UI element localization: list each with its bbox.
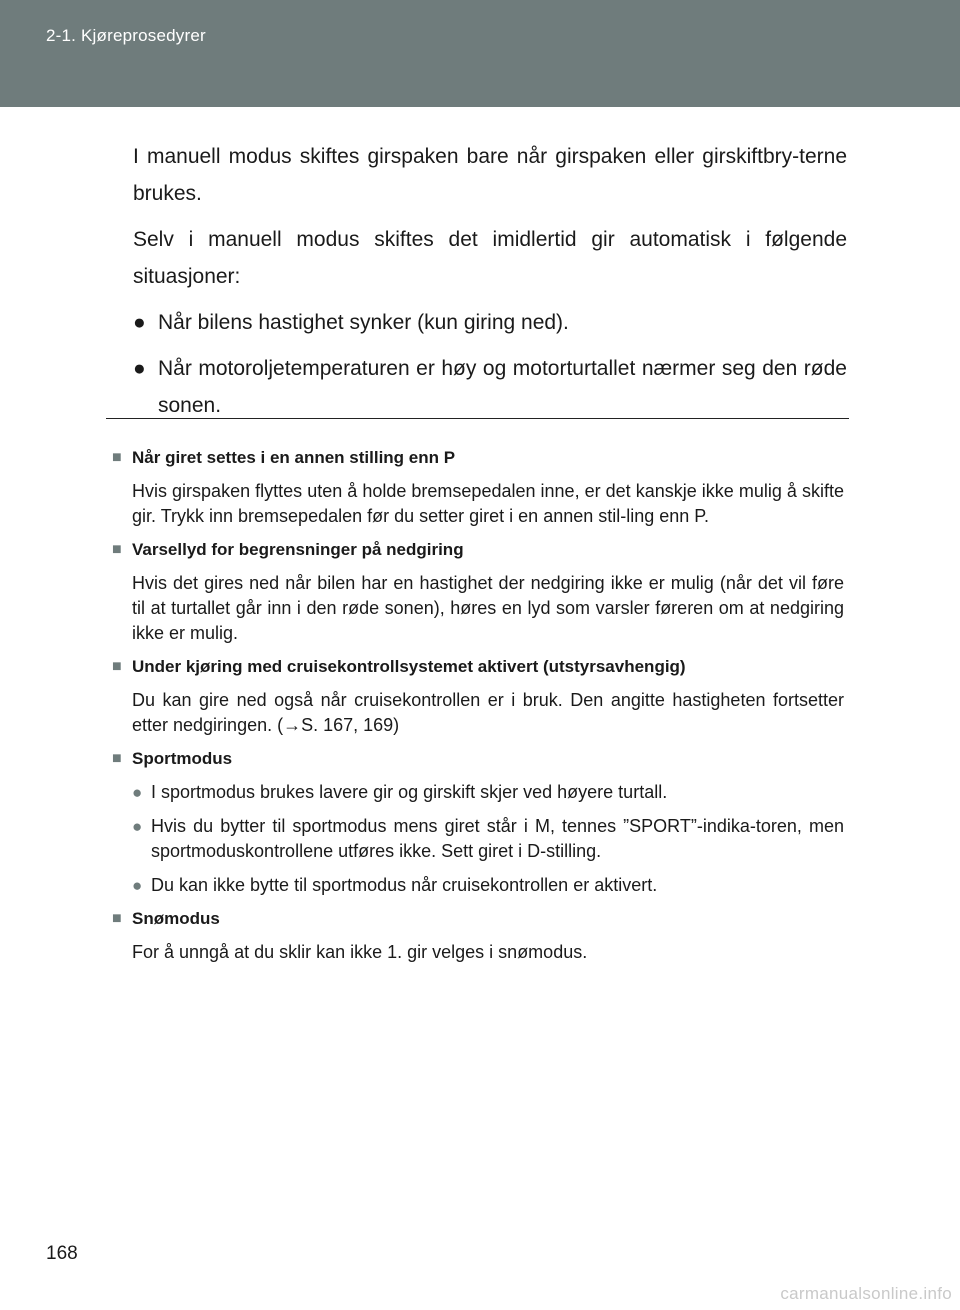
note-sport-mode: [112, 747, 844, 898]
square-icon: ■: [112, 449, 122, 466]
situations-paragraph: Selv i manuell modus skiftes det imidlertid gir automatisk i følgende situasjoner:: [133, 228, 847, 288]
note-title: Sportmodus: [132, 749, 233, 768]
bullet-icon: ●: [132, 783, 143, 802]
note-heading: [112, 655, 844, 679]
square-icon: ■: [112, 750, 122, 767]
note-downshift-warning: [112, 538, 844, 646]
list-item: [132, 873, 844, 898]
section-divider: [106, 418, 849, 419]
note-title: Under kjøring med cruisekontrollsystemet aktivert (utstyrsavhengig): [132, 657, 686, 676]
note-body: Du kan gire ned også når cruisekontrollen er i bruk. Den angitte hastigheten fortsetter etter nedgiringen. (→S. 167, 169): [132, 690, 844, 735]
page-number: 168: [46, 1243, 78, 1264]
square-icon: ■: [112, 541, 122, 558]
note-heading: [112, 538, 844, 562]
note-title: Når giret settes i en annen stilling enn P: [132, 448, 456, 467]
header-bar: [0, 0, 960, 107]
note-gear-position: [112, 446, 844, 529]
watermark: carmanualsonline.info: [780, 1284, 952, 1303]
list-item-text: Når motoroljetemperaturen er høy og motorturtallet nærmer seg den røde sonen.: [158, 357, 847, 417]
intro-paragraph: I manuell modus skiftes girspaken bare når girspaken eller girskiftbry-terne brukes.: [133, 145, 847, 205]
bullet-icon: ●: [133, 357, 146, 380]
list-item: [133, 350, 847, 424]
list-item: [132, 780, 844, 805]
note-title: Snømodus: [132, 909, 220, 928]
bullet-icon: ●: [132, 876, 143, 895]
note-cruise-control: [112, 655, 844, 738]
note-body: Hvis det gires ned når bilen har en hastighet der nedgiring ikke er mulig (når det vil føre til at turtallet går inn i den røde sonen), høres en lyd som varsler føreren om at nedgiring ikke er mulig.: [132, 573, 844, 643]
list-item: [133, 304, 847, 341]
note-heading: [112, 907, 844, 931]
note-body: For å unngå at du sklir kan ikke 1. gir velges i snømodus.: [132, 942, 588, 962]
note-heading: [112, 747, 844, 771]
bullet-icon: ●: [132, 817, 143, 836]
list-item-text: Når bilens hastighet synker (kun giring ned).: [158, 311, 569, 334]
square-icon: ■: [112, 658, 122, 675]
bullet-icon: ●: [133, 311, 146, 334]
section-title: 2-1. Kjøreprosedyrer: [46, 26, 206, 45]
note-snow-mode: [112, 907, 844, 965]
list-item: [132, 814, 844, 864]
note-title: Varsellyd for begrensninger på nedgiring: [132, 540, 464, 559]
notes-section: [112, 446, 844, 974]
note-heading: [112, 446, 844, 470]
main-text: [133, 138, 847, 424]
list-item-text: I sportmodus brukes lavere gir og girskift skjer ved høyere turtall.: [151, 782, 668, 802]
list-item-text: Du kan ikke bytte til sportmodus når cruisekontrollen er aktivert.: [151, 875, 658, 895]
square-icon: ■: [112, 910, 122, 927]
note-body: Hvis girspaken flyttes uten å holde bremsepedalen inne, er det kanskje ikke mulig å skifte gir. Trykk inn bremsepedalen før du setter giret i en annen stil-ling enn P.: [132, 481, 844, 526]
list-item-text: Hvis du bytter til sportmodus mens giret står i M, tennes ”SPORT”-indika-toren, men sportmoduskontrollene utføres ikke. Sett giret i D-stilling.: [151, 816, 844, 861]
